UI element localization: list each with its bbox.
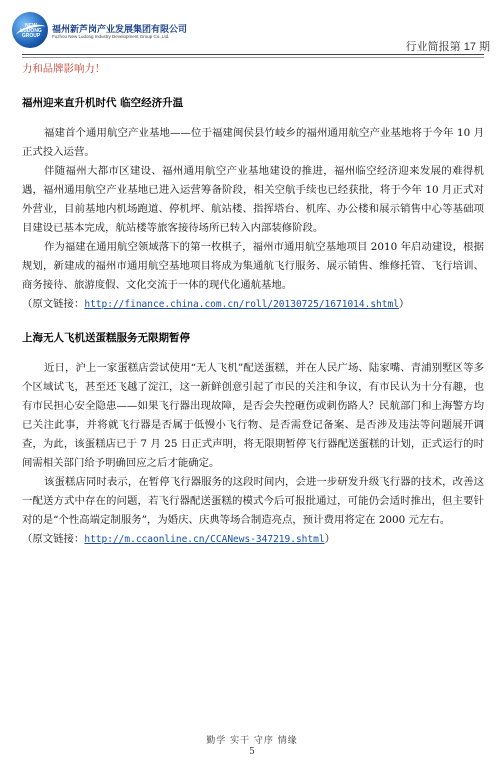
source-link[interactable]: http://finance.china.com.cn/roll/20130725/1671014.shtml [84, 299, 399, 310]
article-paragraph: 伴随福州大都市区建设、福州通用航空产业基地建设的推进，福州临空经济迎来发展的难得机遇，福州通用航空产业基地已进入运营筹备阶段，相关空航手续也已经获批，将于今年 10 月正式对外营业，目前基地内机场跑道、停机坪、航站楼、指挥塔台、机库、办公楼和展示销售中心等基础项目建设已基本完成，航站楼等旅客接待场所已转入内部装修阶段。 [22, 165, 484, 234]
source-line [22, 530, 484, 549]
article-paragraph: 作为福建在通用航空领域落下的第一枚棋子，福州市通用航空基地项目 2010 年启动建设，根据规划，新建成的福州市通用航空基地项目将成为集通航飞行服务、展示销售、维修托管、飞行培训、商务接待、旅游度假、文化交流于一体的现代化通航基地。 [22, 241, 484, 291]
article-title: 上海无人飞机送蛋糕服务无限期暂停 [22, 332, 190, 344]
page-number: 5 [249, 747, 255, 757]
document-body [22, 60, 484, 549]
company-logo [12, 12, 202, 50]
source-end: ） [324, 533, 335, 545]
company-name-cn: 福州新芦岗产业发展集团有限公司 [52, 24, 188, 34]
source-end: ） [398, 298, 410, 310]
source-link[interactable]: http://m.ccaonline.cn/CCANews-347219.shtml [84, 534, 325, 545]
header-rule [22, 54, 484, 55]
footer-motto: 勤学 实干 守序 情缘 [206, 736, 298, 746]
source-label: （原文链接： [22, 533, 85, 545]
header-rule-thin [22, 57, 484, 58]
article-paragraph: 福建首个通用航空产业基地——位于福建闽侯县竹岐乡的福州通用航空产业基地将于今年 10 月正式投入运营。 [22, 127, 484, 158]
page-header [0, 0, 504, 58]
issue-number: 行业简报第 17 期 [405, 41, 490, 53]
company-name-en: Fuzhou New Ludong Industry Development Group Co.,Ltd. [52, 34, 170, 39]
source-line [22, 295, 484, 314]
article-paragraph: 近日，沪上一家蛋糕店尝试使用“无人飞机”配送蛋糕，并在人民广场、陆家嘴、青浦别墅区等多个区域试飞，甚至还飞越了淀江，这一新鲜创意引起了市民的关注和争议，有市民认为十分有趣，也有市民担心安全隐患——如果飞行器出现故障，是否会失控砸伤或刺伤路人？民航部门和上海警方均已关注此事，并将就飞行器是否属于低慢小飞行物、是否需登记备案、是否涉及违法等问题展开调查，为此，该蛋糕店已于 7 月 25 日正式声明，将无限期暂停飞行器配送蛋糕的计划，正式运行的时间需相关部门给予明确回应之后才能确定。 [22, 362, 484, 469]
source-label: （原文链接： [22, 298, 85, 310]
article-paragraph: 该蛋糕店同时表示，在暂停飞行器服务的这段时间内，会进一步研发升级飞行器的技术，改善这一配送方式中存在的问题，若飞行器配送蛋糕的模式今后可报批通过，可能仍会适时推出，但主要针对的是“个性高端定制服务”，为婚庆、庆典等场合制造亮点，预计费用将定在 2000 元左右。 [22, 476, 484, 526]
article-title: 福州迎来直升机时代 临空经济升温 [22, 97, 184, 109]
logo-english-name: NEW LUDONG GROUP [20, 23, 42, 39]
carryover-text: 力和品牌影响力！ [22, 63, 106, 75]
